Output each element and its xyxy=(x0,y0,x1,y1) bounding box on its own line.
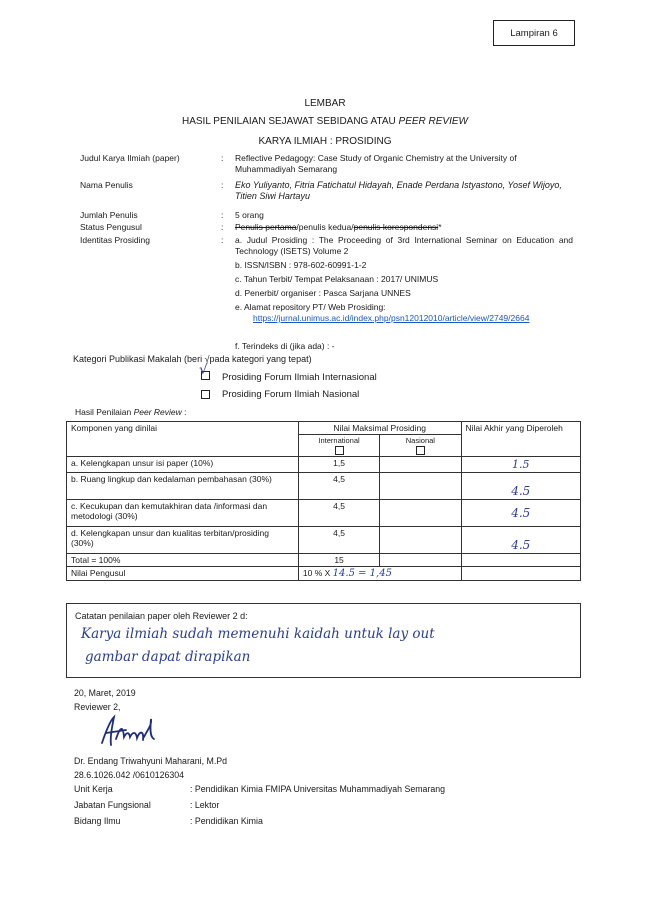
hasil-label-italic: Peer Review xyxy=(133,407,182,417)
catatan-label: Catatan penilaian paper oleh Reviewer 2 d: xyxy=(75,611,248,621)
kategori-opt-internasional: Prosiding Forum Ilmiah Internasional xyxy=(222,372,377,383)
row-score: 4.5 xyxy=(461,472,580,499)
checkbox-box xyxy=(416,446,425,455)
penulis-value: Eko Yuliyanto, Fitria Fatichatul Hidayah, Enade Perdana Istyastono, Yosef Wijoyo, Titien Siwi Hartayu xyxy=(235,180,562,201)
row-label: d. Kelengkapan unsur dan kualitas terbitan/prosiding (30%) xyxy=(67,526,299,553)
judul-label: Judul Karya Ilmiah (paper) xyxy=(80,153,180,163)
penulis-label: Nama Penulis xyxy=(80,180,133,190)
identitas-e-label: e. Alamat repository PT/ Web Prosiding: xyxy=(235,302,386,312)
table-row xyxy=(67,472,581,499)
colon: : xyxy=(221,180,224,190)
jumlah-value: 5 orang xyxy=(235,210,264,220)
header-nasional xyxy=(380,435,461,457)
header-komponen: Komponen yang dinilai xyxy=(67,422,299,457)
kategori-label: Kategori Publikasi Makalah (beri √pada kategori yang tepat) xyxy=(73,354,312,364)
unit-label: Unit Kerja xyxy=(74,784,113,794)
catatan-box xyxy=(66,603,581,678)
checkbox-internasional[interactable] xyxy=(199,362,210,380)
checkbox-box xyxy=(335,446,344,455)
total-label: Total = 100% xyxy=(67,553,299,566)
table-row-total xyxy=(67,553,581,566)
total-akhir xyxy=(461,553,580,566)
table-row xyxy=(67,526,581,553)
row-score: 4.5 xyxy=(461,526,580,553)
status-strike-1: Penulis pertama xyxy=(235,222,297,232)
pengusul-hand: 14.5 = 1,45 xyxy=(332,567,392,579)
lampiran-box xyxy=(493,20,575,46)
row-label: b. Ruang lingkup dan kedalaman pembahasan (30%) xyxy=(67,472,299,499)
table-row xyxy=(67,499,581,526)
identitas-d: d. Penerbit/ organiser : Pasca Sarjana UNNES xyxy=(235,288,411,298)
status-value xyxy=(235,222,573,233)
sign-nip: 28.6.1026.042 /0610126304 xyxy=(74,770,185,780)
lampiran-label: Lampiran 6 xyxy=(510,28,558,39)
jabatan-label: Jabatan Fungsional xyxy=(74,800,151,810)
pengusul-label: Nilai Pengusul xyxy=(67,566,299,580)
row-max: 1,5 xyxy=(298,456,379,472)
identitas-f: f. Terindeks di (jika ada) : - xyxy=(235,341,335,351)
title-karya: KARYA ILMIAH : PROSIDING xyxy=(258,136,392,147)
table-row xyxy=(67,456,581,472)
row-label: a. Kelengkapan unsur isi paper (10%) xyxy=(67,456,299,472)
row-max: 4,5 xyxy=(298,526,379,553)
row-score: 4.5 xyxy=(461,499,580,526)
row-nasional xyxy=(380,472,461,499)
total-value: 15 xyxy=(298,553,379,566)
checkbox-nasional[interactable] xyxy=(201,389,210,399)
title-hasil-text: HASIL PENILAIAN SEJAWAT SEBIDANG ATAU xyxy=(181,116,399,127)
jumlah-label: Jumlah Penulis xyxy=(80,210,138,220)
status-strike-2: penulis korespondensi xyxy=(353,222,439,232)
row-max: 4,5 xyxy=(298,499,379,526)
pengusul-printed: 10 % X xyxy=(302,567,331,578)
total-nasional xyxy=(380,553,461,566)
catatan-line-1: Karya ilmiah sudah memenuhi kaidah untuk lay out xyxy=(81,626,435,642)
identitas-e xyxy=(235,302,573,324)
bidang-value: : Pendidikan Kimia xyxy=(190,816,263,826)
catatan-line-2: gambar dapat dirapikan xyxy=(85,649,251,665)
hasil-label-prefix: Hasil Penilaian xyxy=(75,407,134,417)
header-international-label: International xyxy=(318,436,360,445)
title-lembar: LEMBAR xyxy=(304,98,346,109)
row-nasional xyxy=(380,456,461,472)
sign-date: 20, Maret, 2019 xyxy=(74,688,136,698)
status-label: Status Pengusul xyxy=(80,222,142,232)
colon: : xyxy=(221,210,224,220)
status-plain: /penulis kedua/ xyxy=(296,222,354,232)
header-maks: Nilai Maksimal Prosiding xyxy=(298,422,461,435)
row-label: c. Kecukupan dan kemutakhiran data /informasi dan metodologi (30%) xyxy=(67,499,299,526)
identitas-c: c. Tahun Terbit/ Tempat Pelaksanaan : 2017/ UNIMUS xyxy=(235,274,439,284)
identitas-a: a. Judul Prosiding : The Proceeding of 3rd International Seminar on Education and Technology (ISETS) Volume 2 xyxy=(235,235,573,256)
title-peer-review: PEER REVIEW xyxy=(398,116,468,127)
sign-reviewer: Reviewer 2, xyxy=(74,702,121,712)
colon: : xyxy=(221,222,224,232)
sign-name: Dr. Endang Triwahyuni Maharani, M.Pd xyxy=(74,756,228,766)
score-table xyxy=(66,421,581,581)
judul-value: Reflective Pedagogy: Case Study of Organic Chemistry at the University of Muhammadiyah Semarang xyxy=(235,153,517,174)
header-akhir: Nilai Akhir yang Diperoleh xyxy=(461,422,580,457)
jabatan-value: : Lektor xyxy=(190,800,220,810)
colon: : xyxy=(221,153,224,163)
unit-value: : Pendidikan Kimia FMIPA Universitas Muhammadiyah Semarang xyxy=(190,784,446,794)
header-international xyxy=(298,435,379,457)
table-row-pengusul xyxy=(67,566,581,580)
pengusul-akhir xyxy=(461,566,580,580)
title-hasil xyxy=(0,116,650,127)
row-score: 1.5 xyxy=(461,456,580,472)
row-nasional xyxy=(380,526,461,553)
checkbox-box xyxy=(201,390,210,399)
bidang-label: Bidang Ilmu xyxy=(74,816,121,826)
colon: : xyxy=(221,235,224,245)
pengusul-value xyxy=(298,566,461,580)
check-mark-icon: √ xyxy=(199,362,208,378)
repository-link[interactable]: https://jurnal.unimus.ac.id/index.php/psn12012010/article/view/2749/2664 xyxy=(253,313,530,323)
row-nasional xyxy=(380,499,461,526)
identitas-label: Identitas Prosiding xyxy=(80,235,150,245)
hasil-label xyxy=(75,407,187,417)
status-star: * xyxy=(438,222,442,232)
signature-image xyxy=(96,713,166,749)
kategori-opt-nasional: Prosiding Forum Ilmiah Nasional xyxy=(222,389,360,400)
identitas-b: b. ISSN/ISBN : 978-602-60991-1-2 xyxy=(235,260,367,270)
header-nasional-label: Nasional xyxy=(405,436,435,445)
hasil-label-suffix: : xyxy=(181,407,187,417)
row-max: 4,5 xyxy=(298,472,379,499)
